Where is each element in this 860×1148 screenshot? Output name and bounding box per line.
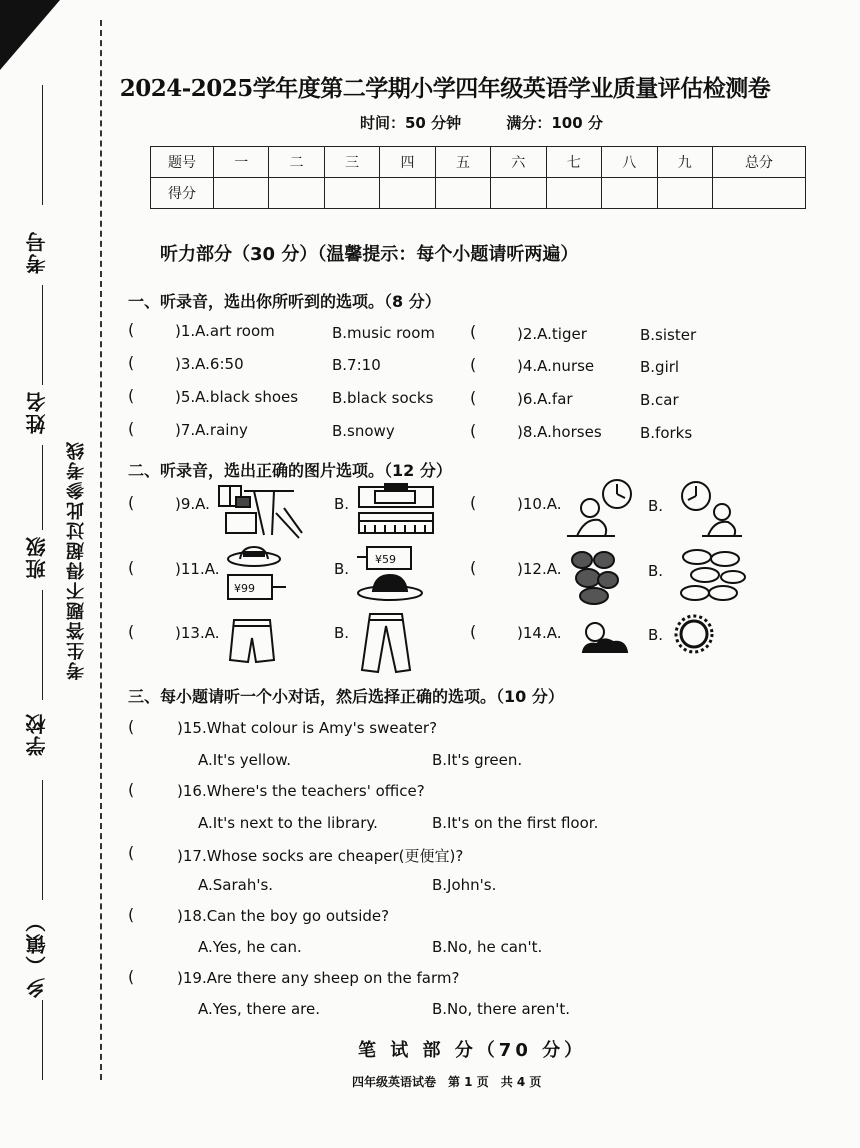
xingming-line (42, 285, 43, 385)
option-18a: A.Yes, he can. (198, 938, 302, 956)
answer-paren[interactable]: ( (470, 322, 477, 341)
question-3: )3.A.6:50 (175, 355, 244, 373)
section3-title: 三、每小题请听一个小对话，然后选择正确的选项。（10 分） (128, 687, 564, 706)
score-cell: 二 (269, 147, 324, 178)
option-6b: B.car (640, 391, 679, 409)
question-1: )1.A.art room (175, 322, 275, 340)
score-cell: 四 (380, 147, 435, 178)
question-19: )19.Are there any sheep on the farm? (177, 969, 460, 987)
option-17a: A.Sarah's. (198, 876, 274, 894)
score-table (150, 146, 806, 209)
exam-full-score: 满分：100 分 (506, 114, 603, 132)
option-4b: B.girl (640, 358, 680, 376)
girl-clock-picture-b[interactable] (678, 478, 744, 540)
potatoes-picture-b[interactable] (675, 545, 749, 605)
question-7: )7.A.rainy (175, 421, 248, 439)
answer-paren[interactable]: ( (128, 386, 135, 405)
score-cell: 六 (491, 147, 546, 178)
score-input-cell[interactable] (269, 178, 324, 209)
score-label-cell: 得分 (151, 178, 214, 209)
option-1b: B.music room (332, 324, 435, 342)
option-18b: B.No, he can't. (432, 938, 543, 956)
answer-paren[interactable]: ( (128, 967, 135, 986)
question-14: )14.A. (517, 624, 562, 642)
question-10: )10.A. (517, 495, 562, 513)
question-6: )6.A.far (517, 390, 573, 408)
question-9: )9.A. (175, 495, 210, 513)
answer-paren[interactable]: ( (128, 843, 135, 862)
option-15a: A.It's yellow. (198, 751, 292, 769)
girl-clock-picture-a[interactable] (565, 478, 635, 540)
score-input-cell[interactable] (602, 178, 657, 209)
answer-paren[interactable]: ( (470, 355, 477, 374)
score-input-cell[interactable] (214, 178, 269, 209)
xuexiao-line (42, 590, 43, 700)
option-7b: B.snowy (332, 422, 395, 440)
option-16b: B.It's on the first floor. (432, 814, 599, 832)
score-cell: 五 (435, 147, 490, 178)
option-5b: B.black socks (332, 389, 434, 407)
score-cell: 题号 (151, 147, 214, 178)
corner-mark (0, 0, 60, 70)
hat-price-picture-b[interactable] (355, 543, 425, 607)
answer-paren[interactable]: ( (128, 320, 135, 339)
score-cell: 八 (602, 147, 657, 178)
shorts-picture-a[interactable] (228, 616, 276, 668)
score-cell: 七 (546, 147, 601, 178)
answer-paren[interactable]: ( (128, 780, 135, 799)
banji-line (42, 445, 43, 530)
option-8b: B.forks (640, 424, 693, 442)
score-input-cell[interactable] (491, 178, 546, 209)
price-tag-a: ¥99 (234, 582, 255, 595)
xiang-line (42, 780, 43, 900)
question-5: )5.A.black shoes (175, 388, 299, 406)
answer-paren[interactable]: ( (470, 622, 477, 641)
option-19b: B.No, there aren't. (432, 1000, 570, 1018)
question-11: )11.A. (175, 560, 220, 578)
question-13: )13.A. (175, 624, 220, 642)
binding-line (100, 20, 102, 1080)
warning-text: 考生答题不得超过此参考线 (66, 440, 87, 680)
question-16: )16.Where's the teachers' office? (177, 782, 425, 800)
bottom-line (42, 1000, 43, 1080)
answer-paren[interactable]: ( (128, 717, 135, 736)
kaohao-label: 考号 (25, 230, 49, 274)
score-input-cell[interactable] (380, 178, 435, 209)
score-cell: 九 (657, 147, 713, 178)
question-15: )15.What colour is Amy's sweater? (177, 719, 438, 737)
answer-paren[interactable]: ( (128, 419, 135, 438)
question-8: )8.A.horses (517, 423, 602, 441)
page-title: 2024-2025学年度第二学期小学四年级英语学业质量评估检测卷 (119, 75, 771, 102)
answer-paren[interactable]: ( (128, 493, 135, 512)
banji-label: 班级 (25, 535, 49, 579)
classroom-picture-a[interactable] (214, 483, 304, 541)
option-17b: B.John's. (432, 876, 497, 894)
answer-paren[interactable]: ( (470, 421, 477, 440)
score-input-cell[interactable] (435, 178, 490, 209)
listening-header: 听力部分（30 分）（温馨提示：每个小题请听两遍） (160, 244, 579, 265)
score-input-cell[interactable] (713, 178, 806, 209)
kaohao-line (42, 85, 43, 205)
question-17: )17.Whose socks are cheaper(更便宜)? (177, 847, 464, 865)
score-input-cell[interactable] (657, 178, 713, 209)
option-12b-label: B. (648, 562, 664, 580)
answer-paren[interactable]: ( (128, 558, 135, 577)
score-input-cell[interactable] (546, 178, 601, 209)
section2-title: 二、听录音，选出正确的图片选项。（12 分） (128, 461, 452, 480)
xingming-label: 姓名 (25, 390, 49, 434)
option-15b: B.It's green. (432, 751, 523, 769)
answer-paren[interactable]: ( (470, 388, 477, 407)
sunny-picture-b[interactable] (672, 612, 716, 656)
option-14b-label: B. (648, 626, 664, 644)
cloudy-picture-a[interactable] (565, 618, 635, 660)
question-18: )18.Can the boy go outside? (177, 907, 390, 925)
option-2b: B.sister (640, 326, 697, 344)
option-3b: B.7:10 (332, 356, 381, 374)
answer-paren[interactable]: ( (128, 353, 135, 372)
option-10b-label: B. (648, 497, 664, 515)
score-cell: 总分 (713, 147, 806, 178)
xuexiao-label: 学校 (25, 712, 49, 756)
score-input-cell[interactable] (324, 178, 379, 209)
question-12: )12.A. (517, 560, 562, 578)
answer-paren[interactable]: ( (470, 558, 477, 577)
hat-price-picture-a[interactable] (224, 543, 288, 607)
score-cell: 三 (324, 147, 379, 178)
exam-info (360, 112, 643, 133)
price-tag-b: ¥59 (375, 553, 396, 566)
option-19a: A.Yes, there are. (198, 1000, 320, 1018)
option-13b-label: B. (334, 624, 350, 642)
written-header: 笔 试 部 分（70 分） (358, 1040, 587, 1061)
trousers-picture-b[interactable] (358, 612, 414, 674)
score-value-row (151, 178, 806, 209)
answer-paren[interactable]: ( (128, 622, 135, 641)
page-footer: 四年级英语试卷 第 1 页 共 4 页 (352, 1075, 542, 1089)
section1-title: 一、听录音，选出你所听到的选项。（8 分） (128, 292, 441, 311)
score-header-row (151, 147, 806, 178)
xiang-label: 乡（镇） (25, 910, 49, 998)
option-16a: A.It's next to the library. (198, 814, 378, 832)
tomatoes-picture-a[interactable] (568, 548, 624, 606)
score-cell: 一 (214, 147, 269, 178)
option-11b-label: B. (334, 560, 350, 578)
answer-paren[interactable]: ( (128, 905, 135, 924)
question-2: )2.A.tiger (517, 325, 587, 343)
answer-paren[interactable]: ( (470, 493, 477, 512)
music-room-picture-b[interactable] (355, 483, 437, 539)
option-9b-label: B. (334, 495, 350, 513)
question-4: )4.A.nurse (517, 357, 595, 375)
exam-time: 时间：50 分钟 (360, 114, 462, 132)
